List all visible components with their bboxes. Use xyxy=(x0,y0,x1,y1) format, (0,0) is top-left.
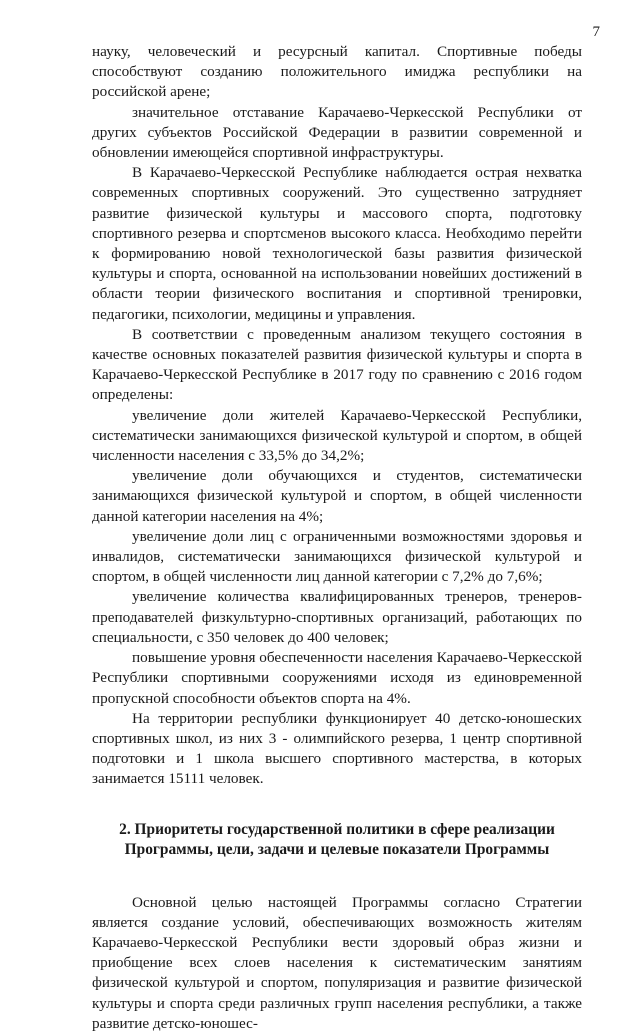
paragraph: Основной целью настоящей Программы согласно Стратегии является создание условий, обеспечивающих возможность жителям Карачаево-Черкесской Республики вести здоровый образ жизни и приобщение всех слоев населения к систематическим занятиям физической культурой и спортом, популяризация и развитие физической культуры и спорта среди различных групп населения республики, а также развитие детско-юношес- xyxy=(92,893,582,1032)
paragraph: значительное отставание Карачаево-Черкесской Республики от других субъектов Российской Федерации в развитии современной и обновлении имеющейся спортивной инфраструктуры. xyxy=(92,103,582,162)
section-heading-line-2: Программы, цели, задачи и целевые показатели Программы xyxy=(124,840,550,858)
page-number: 7 xyxy=(592,24,600,40)
section-heading-line-1: 2. Приоритеты государственной политики в сфере реализации xyxy=(119,820,555,838)
section-heading xyxy=(92,820,582,860)
list-paragraph: повышение уровня обеспеченности населения Карачаево-Черкесской Республики спортивными сооружениями исходя из единовременной пропускной способности объектов спорта на 4%. xyxy=(92,649,582,707)
paragraph-continuation: науку, человеческий и ресурсный капитал. Спортивные победы способствуют созданию положительного имиджа республики на российской арене; xyxy=(92,43,582,101)
paragraph: В соответствии с проведенным анализом текущего состояния в качестве основных показателей развития физической культуры и спорта в Карачаево-Черкесской Республике в 2017 году по сравнению с 2016 годом определены: xyxy=(92,325,582,404)
list-paragraph: увеличение доли обучающихся и студентов, систематически занимающихся физической культурой и спортом, в общей численности данной категории населения на 4%; xyxy=(92,467,582,525)
list-paragraph: увеличение доли жителей Карачаево-Черкесской Республики, систематически занимающихся физической культурой и спортом, в общей численности населения с 33,5% до 34,2%; xyxy=(92,406,582,465)
list-paragraph: увеличение количества квалифицированных тренеров, тренеров-преподавателей физкультурно-спортивных организаций, работающих по специальности, с 350 человек до 400 человек; xyxy=(92,588,582,646)
paragraph: На территории республики функционирует 40 детско-юношеских спортивных школ, из них 3 - олимпийского резерва, 1 центр спортивной подготовки и 1 школа высшего спортивного мастерства, в которых занимается 15111 человек. xyxy=(92,709,582,788)
paragraph: В Карачаево-Черкесской Республике наблюдается острая нехватка современных спортивных сооружений. Это существенно затрудняет развитие физической культуры и массового спорта, подготовку спортивного резерва и спортсменов высокого класса. Необходимо перейти к формированию новой технологической базы развития физической культуры и спорта, основанной на использовании новейших достижений в области теории физического воспитания и спортивной тренировки, педагогики, психологии, медицины и управления. xyxy=(92,164,582,323)
document-body xyxy=(92,42,582,1034)
list-paragraph: увеличение доли лиц с ограниченными возможностями здоровья и инвалидов, систематически занимающихся физической культурой и спортом, в общей численности лиц данной категории с 7,2% до 7,6%; xyxy=(92,527,582,586)
